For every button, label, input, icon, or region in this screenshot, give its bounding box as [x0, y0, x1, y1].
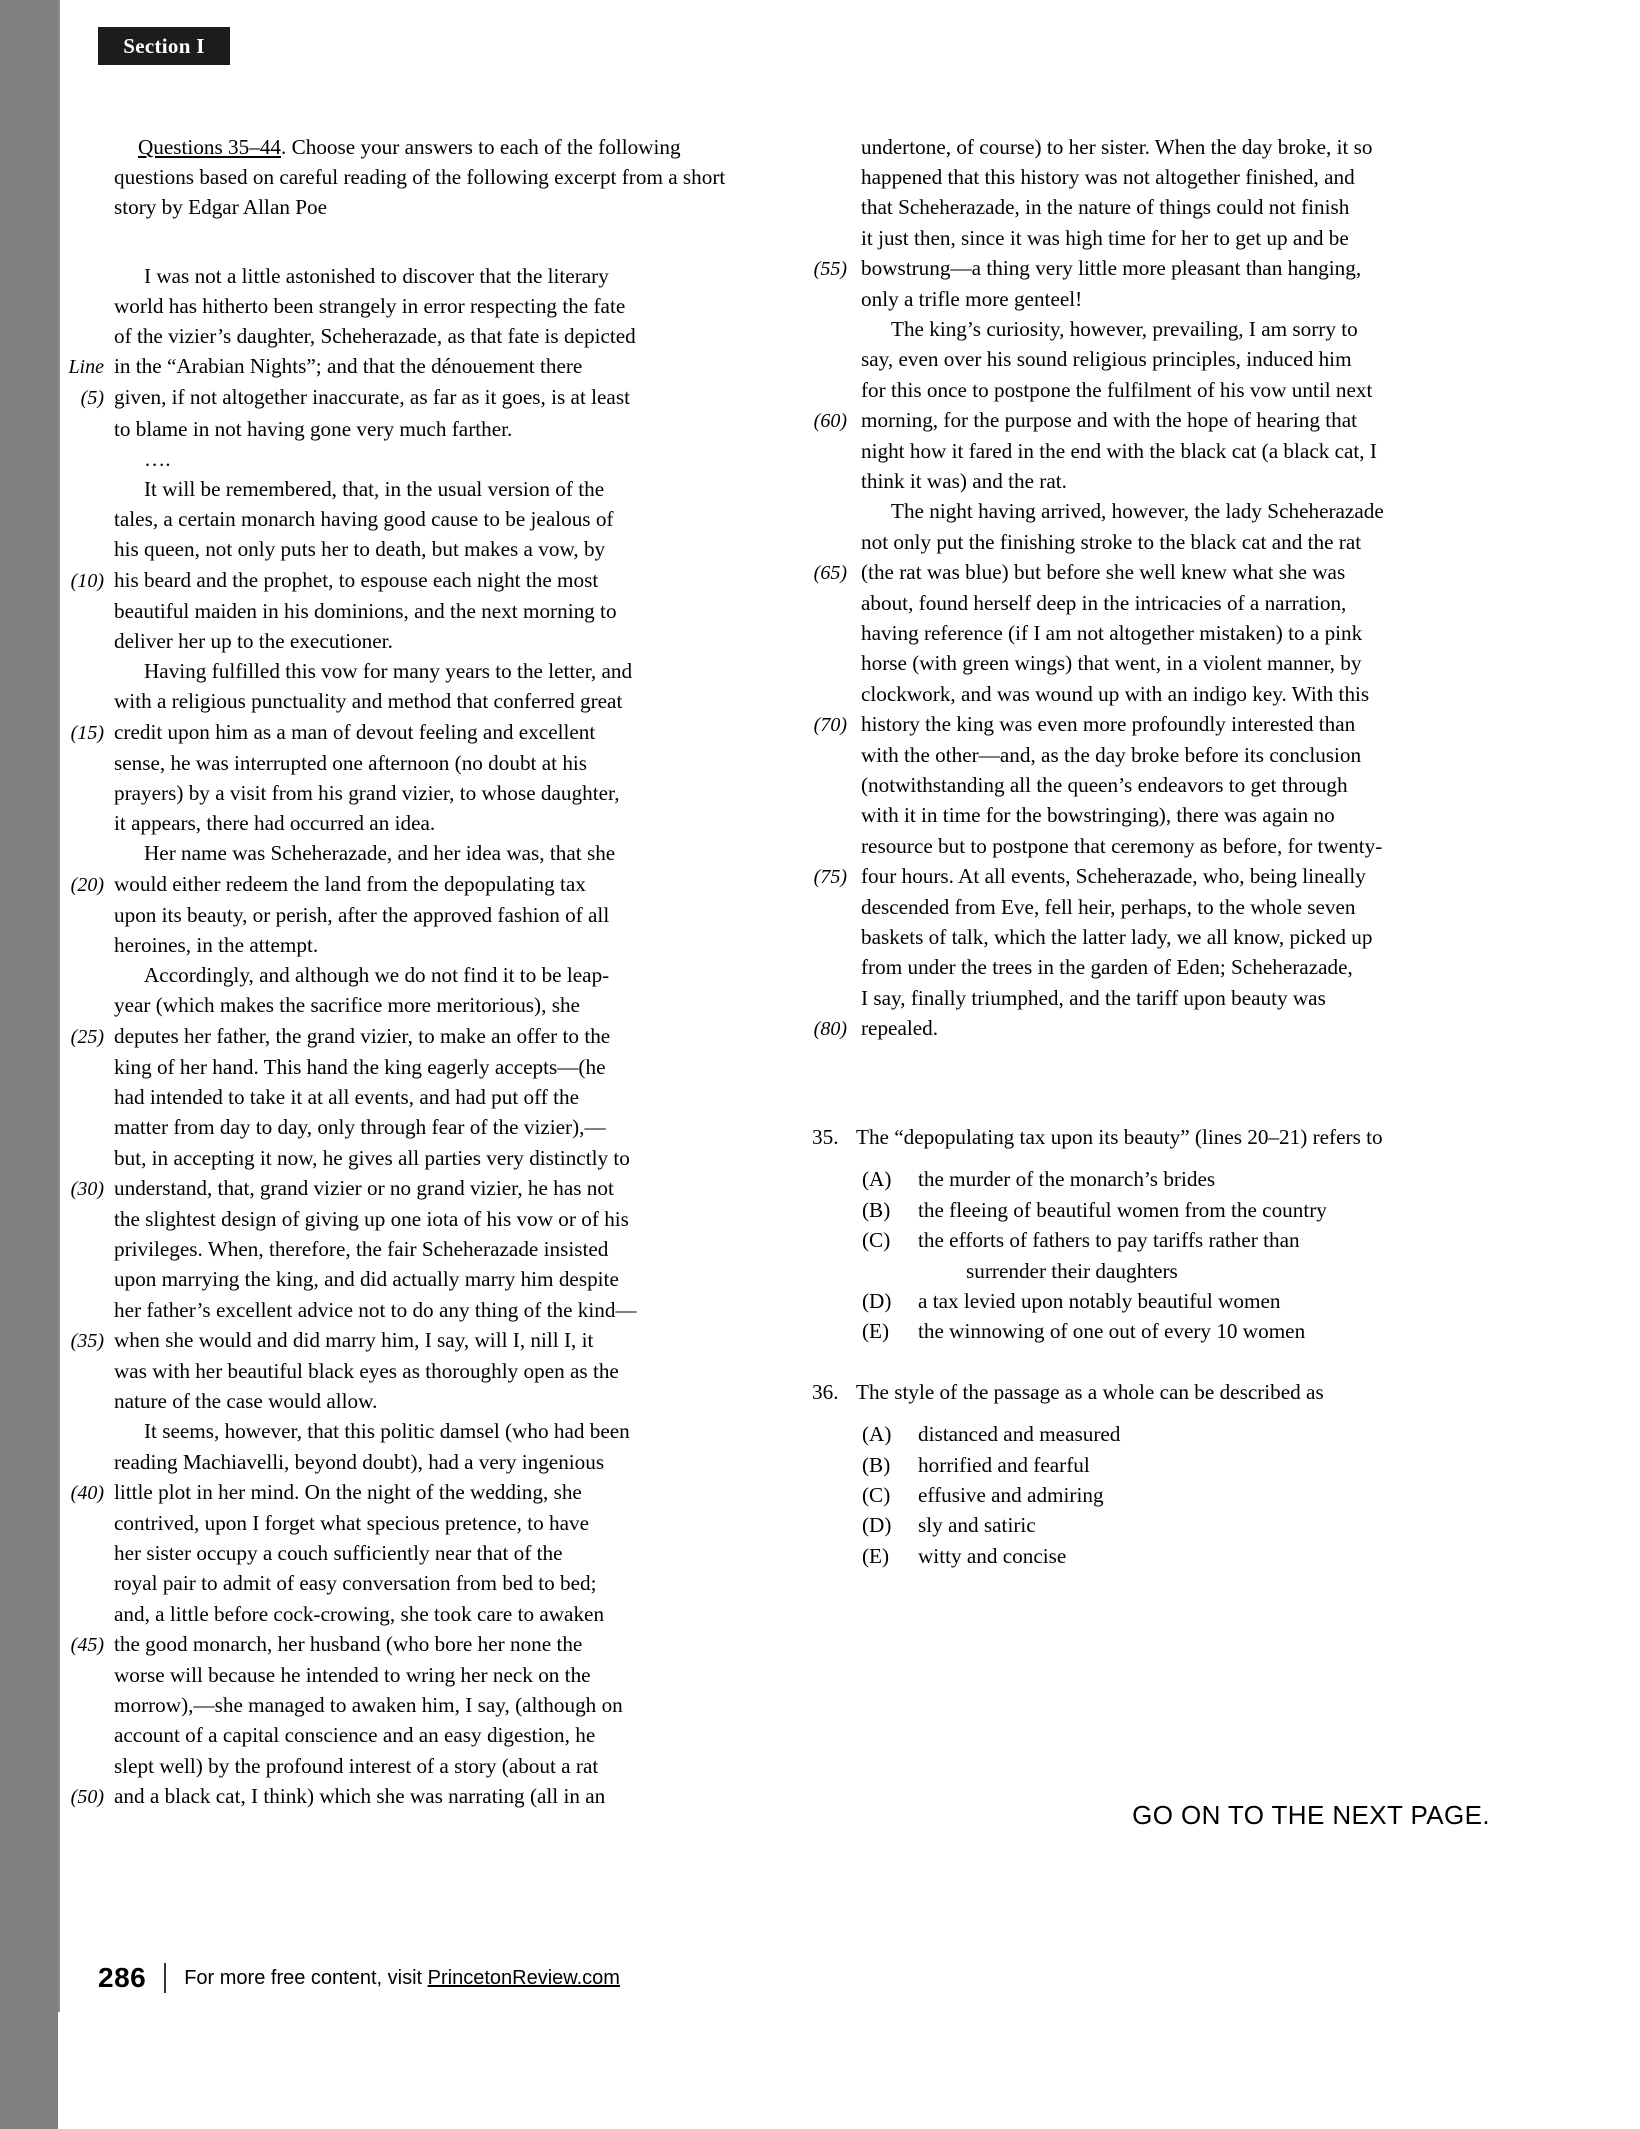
line-number: (10) [70, 569, 104, 592]
passage-line [62, 596, 762, 626]
passage-line-text: it just then, since it was high time for her to get up and be [861, 225, 1349, 250]
passage-line-text: resource but to postpone that ceremony as before, for twenty- [861, 833, 1383, 858]
passage-line [62, 1660, 762, 1690]
passage-line-text: It will be remembered, that, in the usual version of the [144, 477, 605, 502]
answer-choice-letter: (E) [862, 1319, 890, 1344]
passage-line-text: tales, a certain monarch having good cause to be jealous of [114, 507, 614, 532]
passage-line [62, 1264, 762, 1294]
passage-line [805, 1013, 1445, 1044]
passage-line-text: with a religious punctuality and method that conferred great [114, 689, 623, 714]
passage-line-text: the good monarch, her husband (who bore her none the [114, 1631, 583, 1656]
passage-line [62, 1173, 762, 1204]
questions-area [812, 1122, 1452, 1601]
line-number: (25) [70, 1025, 104, 1048]
answer-choice-text: sly and satiric [918, 1513, 1036, 1538]
line-number: (75) [813, 865, 847, 888]
line-number: (40) [70, 1481, 104, 1504]
passage-line [62, 626, 762, 656]
passage-line [62, 990, 762, 1020]
passage-line [805, 192, 1445, 222]
answer-choice[interactable] [862, 1195, 1452, 1225]
passage-column-right [805, 132, 1445, 1044]
passage-line-text: clockwork, and was wound up with an indigo key. With this [861, 681, 1370, 706]
passage-line [62, 321, 762, 351]
passage-line [805, 770, 1445, 800]
passage-line-text: say, even over his sound religious principles, induced him [861, 347, 1352, 372]
answer-choice-text: a tax levied upon notably beautiful women [918, 1289, 1281, 1314]
passage-line-text: sense, he was interrupted one afternoon (no doubt at his [114, 750, 588, 775]
passage-line [62, 656, 762, 686]
answer-choice[interactable] [862, 1225, 1452, 1286]
passage-line [62, 351, 762, 382]
passage-line-text: matter from day to day, only through fear of the vizier),— [114, 1115, 606, 1140]
passage-line [62, 261, 762, 291]
line-number: (60) [813, 409, 847, 432]
passage-line [62, 1720, 762, 1750]
answer-choice[interactable] [862, 1286, 1452, 1316]
passage-line [62, 1295, 762, 1325]
answer-choice[interactable] [862, 1419, 1452, 1449]
line-number: (80) [813, 1017, 847, 1040]
passage-line [62, 930, 762, 960]
question-block [812, 1122, 1452, 1347]
passage-line-text: horse (with green wings) that went, in a violent manner, by [861, 651, 1362, 676]
answer-choice-text: witty and concise [918, 1543, 1067, 1568]
passage-line [805, 892, 1445, 922]
passage-line-text: morning, for the purpose and with the hope of hearing that [861, 407, 1358, 432]
passage-line-text: with it in time for the bowstringing), there was again no [861, 803, 1335, 828]
passage-line [62, 414, 762, 444]
passage-line [62, 444, 762, 474]
passage-line [805, 740, 1445, 770]
passage-line [62, 686, 762, 716]
passage-line-text: I was not a little astonished to discover that the literary [144, 263, 609, 288]
line-number: (5) [80, 387, 104, 410]
passage-line-text: repealed. [861, 1015, 939, 1040]
passage-line-text: bowstrung—a thing very little more pleasant than hanging, [861, 255, 1362, 280]
passage-line-text: given, if not altogether inaccurate, as far as it goes, is at least [114, 385, 630, 410]
passage-line [805, 709, 1445, 740]
line-number: (55) [813, 257, 847, 280]
passage-line-text: her father’s excellent advice not to do any thing of the kind— [114, 1297, 637, 1322]
answer-choice-letter: (D) [862, 1513, 892, 1538]
passage-line-text: for this once to postpone the fulfilment of his vow until next [861, 377, 1373, 402]
passage-line [62, 900, 762, 930]
passage-line-text: it appears, there had occurred an idea. [114, 811, 436, 836]
passage-line-text: beautiful maiden in his dominions, and the next morning to [114, 598, 617, 623]
answer-choice-text: the fleeing of beautiful women from the country [918, 1197, 1327, 1222]
passage-line [62, 1447, 762, 1477]
passage-line [62, 838, 762, 868]
passage-line-text: deliver her up to the executioner. [114, 629, 393, 654]
passage-line-text: of the vizier’s daughter, Scheherazade, as that fate is depicted [114, 324, 636, 349]
answer-choice-text-continued: surrender their daughters [966, 1258, 1178, 1283]
passage-line-text: Having fulfilled this vow for many years to the letter, and [144, 659, 633, 684]
passage-line [805, 922, 1445, 952]
passage-line [62, 1386, 762, 1416]
passage-line-text: happened that this history was not altogether finished, and [861, 165, 1355, 190]
passage-line [62, 1143, 762, 1173]
answer-choice-letter: (B) [862, 1452, 891, 1477]
passage-line-text: Accordingly, and although we do not find it to be leap- [144, 963, 610, 988]
passage-line [805, 527, 1445, 557]
passage-line-text: and a black cat, I think) which she was narrating (all in an [114, 1783, 606, 1808]
passage-line [805, 557, 1445, 588]
passage-line [805, 375, 1445, 405]
passage-line-text: deputes her father, the grand vizier, to make an offer to the [114, 1023, 611, 1048]
line-number: (15) [70, 721, 104, 744]
passage-line [62, 291, 762, 321]
passage-line-text: his queen, not only puts her to death, but makes a vow, by [114, 537, 606, 562]
passage-line [805, 952, 1445, 982]
passage-line [805, 831, 1445, 861]
passage-line-text: reading Machiavelli, beyond doubt), had a very ingenious [114, 1449, 605, 1474]
passage-line-text: understand, that, grand vizier or no grand vizier, he has not [114, 1175, 614, 1200]
answer-choices [862, 1419, 1452, 1571]
instructions-paragraph [62, 132, 762, 223]
passage-line [62, 1629, 762, 1660]
passage-line-text: the slightest design of giving up one iota of his vow or of his [114, 1206, 629, 1231]
question-number: 36. [812, 1379, 839, 1404]
passage-line [62, 565, 762, 596]
passage-line-text: from under the trees in the garden of Eden; Scheherazade, [861, 955, 1353, 980]
passage-line [62, 717, 762, 748]
passage-line-text: in the “Arabian Nights”; and that the dénouement there [114, 354, 583, 379]
question-header [812, 1377, 1452, 1407]
passage-line [62, 808, 762, 838]
passage-lines-left [62, 261, 762, 1812]
passage-line [62, 1021, 762, 1052]
passage-line-text: worse will because he intended to wring her neck on the [114, 1662, 591, 1687]
answer-choice-text: distanced and measured [918, 1422, 1121, 1447]
passage-line-text: with the other—and, as the day broke before its conclusion [861, 743, 1362, 768]
passage-line [805, 223, 1445, 253]
page-footer [98, 1962, 620, 1994]
passage-line [62, 1599, 762, 1629]
line-number: (45) [70, 1633, 104, 1656]
passage-line-text: king of her hand. This hand the king eagerly accepts—(he [114, 1054, 606, 1079]
answer-choice[interactable] [862, 1510, 1452, 1540]
line-number: (50) [70, 1785, 104, 1808]
passage-line [62, 1508, 762, 1538]
passage-line-text: prayers) by a visit from his grand vizier, to whose daughter, [114, 781, 620, 806]
answer-choice-letter: (E) [862, 1543, 890, 1568]
line-number: (35) [70, 1329, 104, 1352]
passage-line [805, 132, 1445, 162]
passage-line-text: I say, finally triumphed, and the tariff upon beauty was [861, 985, 1326, 1010]
instructions-text: . Choose your answers to each of the following questions based on careful reading of the following excerpt from a short story by Edgar Allan Poe [114, 135, 726, 220]
passage-line-text: privileges. When, therefore, the fair Scheherazade insisted [114, 1237, 609, 1262]
passage-line-text: four hours. At all events, Scheherazade, who, being lineally [861, 863, 1366, 888]
passage-line-text: her sister occupy a couch sufficiently near that of the [114, 1541, 563, 1566]
passage-column-left [62, 132, 762, 1812]
passage-line [62, 504, 762, 534]
passage-line [62, 474, 762, 504]
passage-line-text: his beard and the prophet, to espouse each night the most [114, 567, 599, 592]
line-number: (30) [70, 1177, 104, 1200]
passage-line [62, 1690, 762, 1720]
answer-choice[interactable] [862, 1480, 1452, 1510]
passage-line-text: upon its beauty, or perish, after the approved fashion of all [114, 902, 610, 927]
passage-line-text: had intended to take it at all events, and had put off the [114, 1085, 580, 1110]
line-number: Line [68, 356, 104, 379]
passage-line [805, 496, 1445, 526]
passage-line-text: history the king was even more profoundly interested than [861, 711, 1356, 736]
go-on-notice: GO ON TO THE NEXT PAGE. [1132, 1800, 1490, 1830]
question-stem: The style of the passage as a whole can be described as [856, 1379, 1324, 1404]
answer-choice-text: the winnowing of one out of every 10 women [918, 1319, 1306, 1344]
answer-choice-letter: (C) [862, 1228, 891, 1253]
passage-line-text: credit upon him as a man of devout feeling and excellent [114, 719, 596, 744]
passage-line [62, 1751, 762, 1781]
answer-choice-letter: (B) [862, 1197, 891, 1222]
answer-choice-letter: (D) [862, 1289, 892, 1314]
passage-line-text: morrow),—she managed to awaken him, I say, (although on [114, 1693, 623, 1718]
passage-line-text: world has hitherto been strangely in error respecting the fate [114, 293, 626, 318]
passage-line [805, 162, 1445, 192]
answer-choice[interactable] [862, 1316, 1452, 1346]
section-label: Section I [98, 27, 230, 65]
passage-line-text: The king’s curiosity, however, prevailing, I am sorry to [891, 317, 1358, 342]
passage-line [805, 436, 1445, 466]
answer-choice[interactable] [862, 1541, 1452, 1571]
answer-choice-letter: (C) [862, 1483, 891, 1508]
passage-line-text: undertone, of course) to her sister. When the day broke, it so [861, 135, 1373, 159]
gutter-rule [58, 0, 60, 2012]
passage-line [805, 344, 1445, 374]
page-number: 286 [98, 1962, 147, 1993]
line-number: (65) [813, 561, 847, 584]
answer-choices [862, 1164, 1452, 1346]
passage-line [805, 618, 1445, 648]
answer-choice-text: the efforts of fathers to pay tariffs rather than surrender their daughters [918, 1225, 1452, 1286]
passage-line-text: The night having arrived, however, the lady Scheherazade [891, 499, 1384, 524]
passage-line [805, 314, 1445, 344]
passage-line-text: account of a capital conscience and an easy digestion, he [114, 1723, 596, 1748]
passage-line [62, 534, 762, 564]
passage-line-text: Her name was Scheherazade, and her idea was, that she [144, 841, 616, 866]
passage-line-text: not only put the finishing stroke to the black cat and the rat [861, 529, 1362, 554]
passage-line [62, 1477, 762, 1508]
passage-line-text: about, found herself deep in the intricacies of a narration, [861, 591, 1347, 616]
questions-range-underline: Questions 35–44 [138, 135, 282, 159]
passage-line [805, 405, 1445, 436]
answer-choice-letter: (A) [862, 1167, 892, 1192]
passage-line-text: contrived, upon I forget what specious pretence, to have [114, 1510, 589, 1535]
passage-line-text: that Scheherazade, in the nature of things could not finish [861, 195, 1350, 220]
passage-line [805, 284, 1445, 314]
question-stem: The “depopulating tax upon its beauty” (lines 20–21) refers to [856, 1125, 1383, 1149]
question-block [812, 1377, 1452, 1571]
passage-line [62, 960, 762, 990]
passage-line [805, 983, 1445, 1013]
passage-line [62, 748, 762, 778]
footer-note [184, 1967, 620, 1990]
passage-line-text: It seems, however, that this politic damsel (who had been [144, 1419, 630, 1444]
passage-line [805, 466, 1445, 496]
passage-line [805, 648, 1445, 678]
passage-line [62, 778, 762, 808]
passage-line-text: …. [144, 446, 171, 471]
answer-choice-text: effusive and admiring [918, 1483, 1104, 1508]
passage-line-text: year (which makes the sacrifice more meritorious), she [114, 993, 580, 1018]
passage-line-text: but, in accepting it now, he gives all parties very distinctly to [114, 1145, 630, 1170]
passage-line [62, 1082, 762, 1112]
passage-line [62, 1568, 762, 1598]
passage-line-text: royal pair to admit of easy conversation from bed to bed; [114, 1571, 597, 1596]
passage-line [805, 800, 1445, 830]
passage-line [62, 1416, 762, 1446]
passage-line-text: only a trifle more genteel! [861, 287, 1083, 312]
passage-line-text: would either redeem the land from the depopulating tax [114, 871, 586, 896]
passage-line [62, 1112, 762, 1142]
passage-line-text: upon marrying the king, and did actually marry him despite [114, 1267, 619, 1292]
passage-line-text: nature of the case would allow. [114, 1389, 378, 1414]
passage-line-text: (notwithstanding all the queen’s endeavors to get through [861, 773, 1348, 798]
passage-line [62, 382, 762, 413]
passage-line-text: having reference (if I am not altogether mistaken) to a pink [861, 621, 1363, 646]
passage-line-text: to blame in not having gone very much farther. [114, 416, 513, 441]
passage-line-text: heroines, in the attempt. [114, 933, 319, 958]
passage-line-text: night how it fared in the end with the black cat (a black cat, I [861, 439, 1377, 464]
passage-line [62, 869, 762, 900]
princeton-review-link[interactable]: PrincetonReview.com [427, 1966, 620, 1989]
passage-line [62, 1234, 762, 1264]
answer-choice-text: the murder of the monarch’s brides [918, 1167, 1216, 1192]
answer-choice[interactable] [862, 1450, 1452, 1480]
passage-line [805, 679, 1445, 709]
passage-line [62, 1204, 762, 1234]
question-header [812, 1122, 1452, 1152]
answer-choice-text: horrified and fearful [918, 1452, 1090, 1477]
passage-line-text: (the rat was blue) but before she well knew what she was [861, 559, 1346, 584]
answer-choice[interactable] [862, 1164, 1452, 1194]
passage-line [62, 1356, 762, 1386]
passage-line-text: think it was) and the rat. [861, 469, 1067, 494]
passage-line-text: when she would and did marry him, I say, will I, nill I, it [114, 1327, 594, 1352]
passage-lines-right [805, 132, 1445, 1044]
passage-line [62, 1325, 762, 1356]
question-number: 35. [812, 1125, 839, 1149]
footer-divider [164, 1963, 166, 1993]
line-number: (70) [813, 713, 847, 736]
passage-line-text: and, a little before cock-crowing, she took care to awaken [114, 1601, 605, 1626]
passage-line-text: was with her beautiful black eyes as thoroughly open as the [114, 1358, 619, 1383]
passage-line [805, 861, 1445, 892]
passage-line [805, 588, 1445, 618]
passage-line-text: slept well) by the profound interest of a story (about a rat [114, 1753, 599, 1778]
passage-line-text: little plot in her mind. On the night of the wedding, she [114, 1479, 582, 1504]
answer-choice-letter: (A) [862, 1422, 892, 1447]
footer-note-prefix: For more free content, visit [184, 1966, 428, 1989]
passage-line [62, 1538, 762, 1568]
passage-line-text: descended from Eve, fell heir, perhaps, to the whole seven [861, 895, 1356, 920]
line-number: (20) [70, 873, 104, 896]
passage-line [805, 253, 1445, 284]
passage-line-text: baskets of talk, which the latter lady, we all know, picked up [861, 925, 1373, 950]
passage-line [62, 1052, 762, 1082]
